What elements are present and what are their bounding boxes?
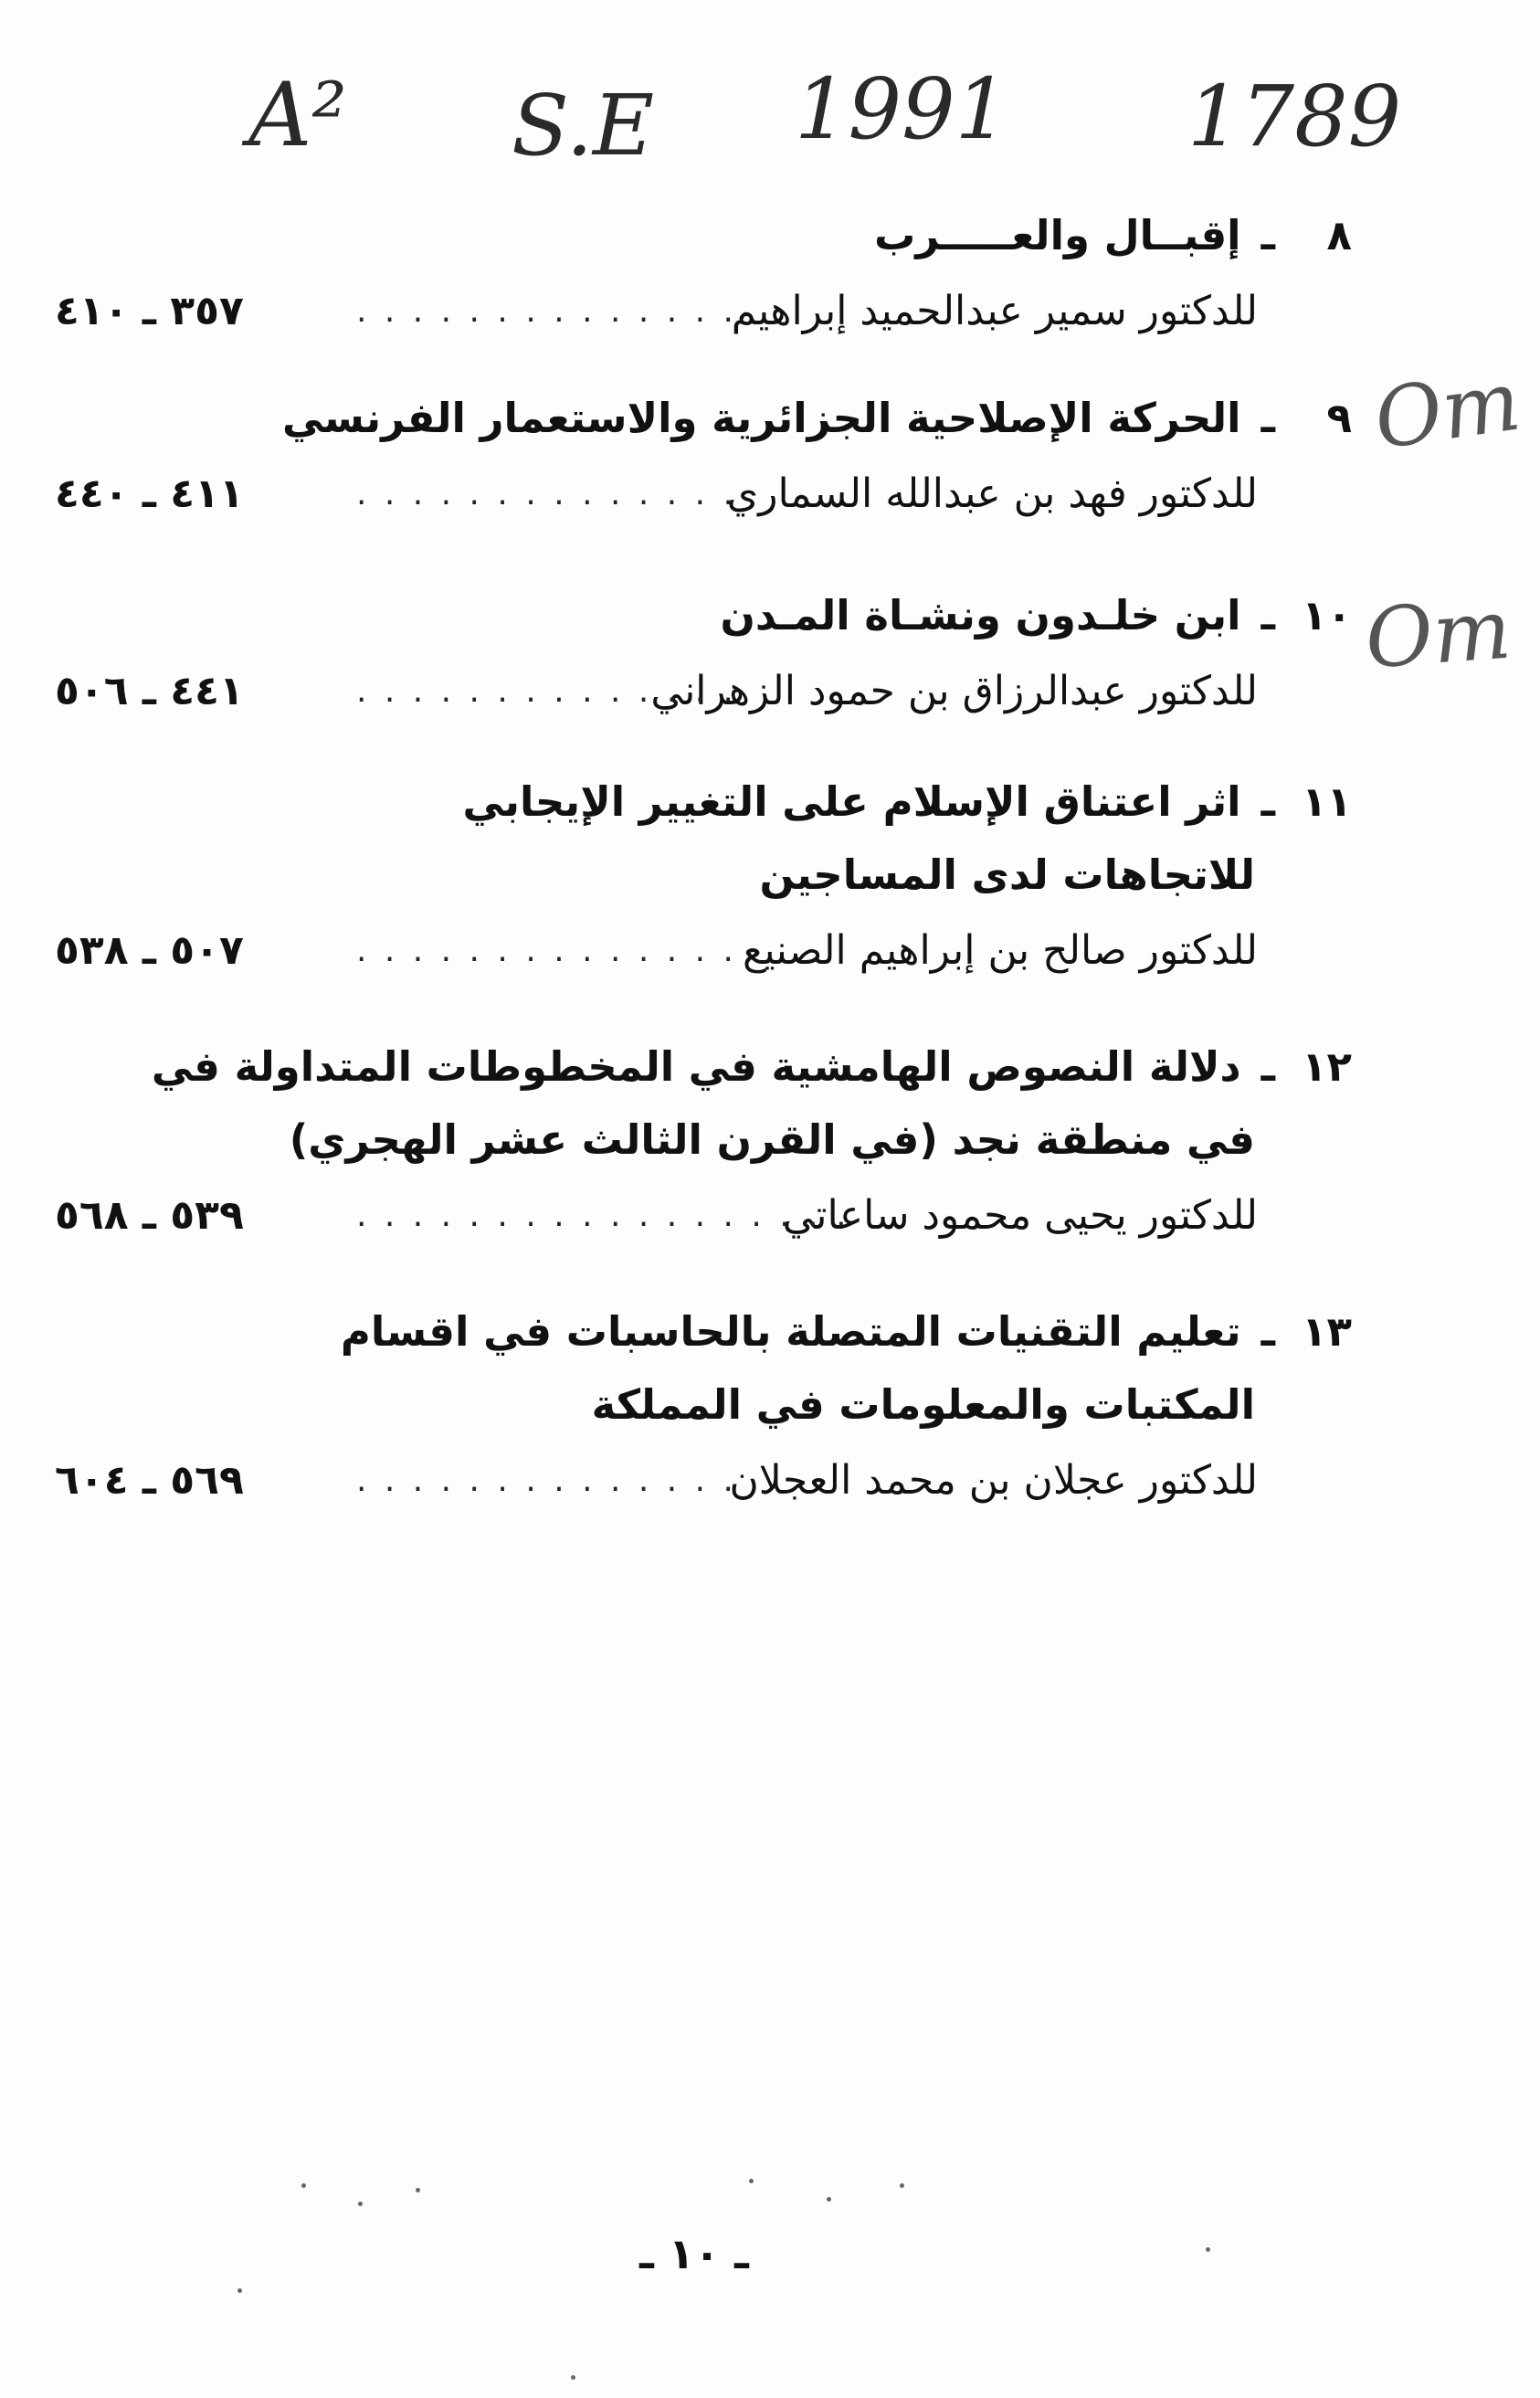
entry-title-text: اثر اعتناق الإسلام على التغيير الإيجابي — [462, 777, 1241, 826]
handwritten-annotation-a2: A² — [248, 64, 347, 166]
dot-leader: . . . . . . . . . . . . . . . . . . — [356, 1197, 850, 1234]
entry-pages: ٤٤١ ـ ٥٠٦ — [55, 668, 244, 714]
scan-speck — [237, 2288, 242, 2293]
dot-leader: . . . . . . . . . . . . . . — [356, 292, 737, 330]
entry-pages: ٥٣٩ ـ ٥٦٨ — [55, 1192, 244, 1239]
scan-speck — [301, 2183, 306, 2188]
handwritten-annotation-se: S.E — [512, 77, 655, 174]
entry-title-continued: في منطقة نجد (في القرن الثالث عشر الهجري) — [289, 1115, 1255, 1164]
toc-entry — [55, 1295, 1352, 1519]
entry-author-line — [55, 455, 1352, 533]
handwritten-margin-note: Om — [1368, 353, 1526, 469]
entry-author: للدكتور صالح بن إبراهيم الصنيع — [742, 927, 1258, 974]
entry-pages: ٣٥٧ ـ ٤١٠ — [55, 288, 244, 334]
entry-author: للدكتور فهد بن عبدالله السماري — [726, 470, 1258, 517]
entry-title-text: دلالة النصوص الهامشية في المخطوطات المتداولة في — [151, 1042, 1241, 1091]
entry-author: للدكتور عجلان بن محمد العجلان — [729, 1457, 1258, 1504]
scan-speck — [749, 2179, 754, 2183]
entry-number: ١٣ — [1302, 1307, 1352, 1356]
scan-speck — [358, 2202, 363, 2206]
entry-title: ١٠ـابن خلـدون ونشـاة المـدن — [55, 579, 1352, 652]
handwritten-annotation-year: 1991 — [795, 60, 1009, 158]
toc-entry — [55, 766, 1352, 989]
scan-speck — [1206, 2247, 1210, 2252]
entry-author: للدكتور عبدالرزاق بن حمود الزهراني — [650, 668, 1258, 714]
entry-title-text: الحركة الإصلاحية الجزائرية والاستعمار الفرنسي — [281, 394, 1241, 442]
toc-entry — [55, 1030, 1352, 1254]
entry-title: ١١ـاثر اعتناق الإسلام على التغيير الإيجابي — [55, 766, 1352, 839]
entry-author-line — [55, 1177, 1352, 1254]
toc-entry — [55, 382, 1352, 533]
page-number: ـ ١٠ ـ — [639, 2229, 749, 2278]
entry-number: ١٠ — [1302, 591, 1352, 639]
handwritten-annotation-number: 1789 — [1187, 68, 1402, 165]
entry-number: ١٢ — [1302, 1042, 1352, 1091]
dot-leader: . . . . . . . . . . . . . . — [356, 1462, 737, 1499]
entry-pages: ٥٠٧ ـ ٥٣٨ — [55, 927, 244, 974]
entry-number: ٩ — [1326, 394, 1352, 442]
entry-author-line — [55, 652, 1352, 730]
entry-author-line — [55, 272, 1352, 350]
entry-title-text: تعليم التقنيات المتصلة بالحاسبات في اقسام — [340, 1307, 1241, 1356]
scan-speck — [827, 2197, 831, 2202]
entry-title-text: إقبــال والعـــــرب — [874, 211, 1241, 259]
entry-title-continued: للاتجاهات لدى المساجين — [759, 850, 1255, 899]
entry-author: للدكتور سمير عبدالحميد إبراهيم — [731, 288, 1258, 334]
entry-title-text: ابن خلـدون ونشـاة المـدن — [720, 591, 1241, 639]
entry-author-line — [55, 912, 1352, 989]
entry-pages: ٥٦٩ ـ ٦٠٤ — [55, 1457, 244, 1504]
dot-leader: . . . . . . . . . . . . . . — [356, 932, 737, 969]
entry-title: ٨ـإقبــال والعـــــرب — [55, 199, 1352, 272]
scan-speck — [416, 2188, 420, 2192]
entry-pages: ٤١١ ـ ٤٤٠ — [55, 470, 244, 517]
scan-speck — [900, 2183, 904, 2188]
toc-entry — [55, 579, 1352, 730]
entry-number: ١١ — [1302, 777, 1352, 826]
entry-title: ٩ـالحركة الإصلاحية الجزائرية والاستعمار الفرنسي — [55, 382, 1352, 455]
entry-number: ٨ — [1326, 211, 1352, 259]
scan-speck — [571, 2375, 575, 2380]
handwritten-margin-note: Om — [1362, 581, 1514, 688]
dot-leader: . . . . . . . . . . . . . . — [356, 672, 737, 710]
entry-author: للدكتور يحيى محمود ساعاتي — [782, 1192, 1258, 1239]
toc-entry — [55, 199, 1352, 350]
entry-title: ١٣ـتعليم التقنيات المتصلة بالحاسبات في اقسام — [55, 1295, 1352, 1368]
dot-leader: . . . . . . . . . . . . . . — [356, 475, 737, 512]
entry-author-line — [55, 1442, 1352, 1519]
entry-title-continued: المكتبات والمعلومات في المملكة — [591, 1380, 1255, 1429]
entry-title: ١٢ـدلالة النصوص الهامشية في المخطوطات المتداولة في — [55, 1030, 1352, 1104]
